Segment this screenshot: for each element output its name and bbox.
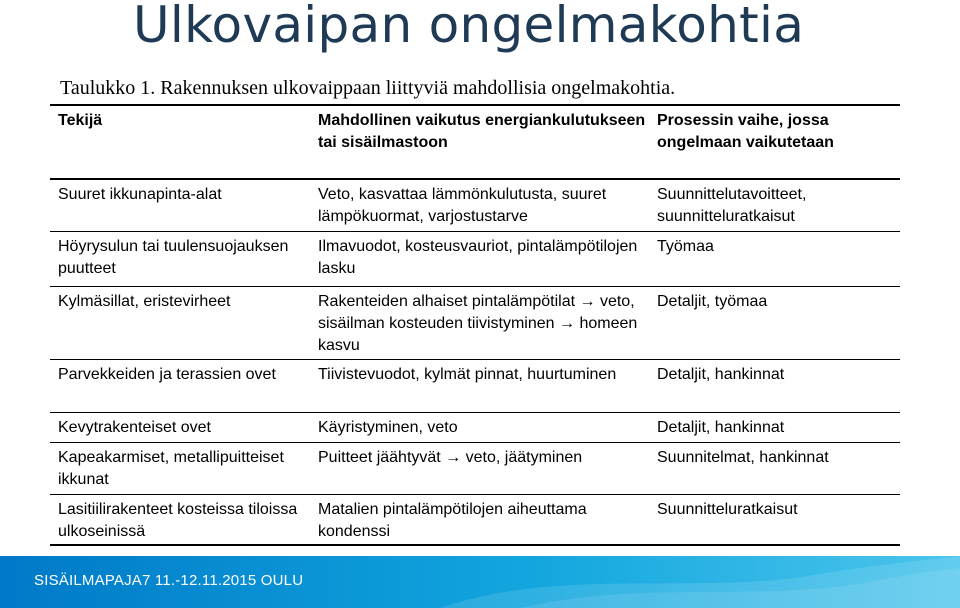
header-cell-impact: Mahdollinen vaikutus energiankulutukseen tai sisäilmastoon bbox=[318, 112, 646, 151]
table-cell: Suunnitelmat, hankinnat bbox=[657, 449, 829, 466]
table-row bbox=[50, 413, 900, 443]
table-row bbox=[50, 443, 900, 495]
footer-bar bbox=[0, 556, 960, 608]
table-cell: Suunnittelutavoitteet, suunnitteluratkaisut bbox=[657, 186, 807, 225]
table-row bbox=[50, 360, 900, 413]
table-cell: Kapeakarmiset, metallipuitteiset ikkunat bbox=[58, 449, 284, 488]
table-cell: Detaljit, työmaa bbox=[657, 293, 768, 310]
table-row bbox=[50, 287, 900, 360]
table-row bbox=[50, 495, 900, 546]
table-cell: Matalien pintalämpötilojen aiheuttama kondenssi bbox=[318, 501, 587, 540]
table-cell: Kevytrakenteiset ovet bbox=[58, 419, 211, 436]
table-cell: Ilmavuodot, kosteusvauriot, pintalämpötilojen lasku bbox=[318, 238, 638, 277]
table-cell: Käyristyminen, veto bbox=[318, 419, 458, 436]
table-cell: Suunnitteluratkaisut bbox=[657, 501, 798, 518]
table-cell: Tiivistevuodot, kylmät pinnat, huurtuminen bbox=[318, 366, 617, 383]
header-cell-phase: Prosessin vaihe, jossa ongelmaan vaikutetaan bbox=[657, 112, 834, 151]
table-cell: Parvekkeiden ja terassien ovet bbox=[58, 366, 276, 383]
table-cell: Detaljit, hankinnat bbox=[657, 366, 785, 383]
table-cell: Lasitiilirakenteet kosteissa tiloissa ulkoseinissä bbox=[58, 501, 298, 540]
table-caption: Taulukko 1. Rakennuksen ulkovaippaan liittyviä mahdollisia ongelmakohtia. bbox=[60, 77, 676, 99]
table-cell: Höyrysulun tai tuulensuojauksen puutteet bbox=[58, 238, 289, 277]
table-cell: Työmaa bbox=[657, 238, 714, 255]
table-header-row bbox=[50, 104, 900, 180]
footer-event-text: SISÄILMAPAJA7 11.-12.11.2015 OULU bbox=[34, 572, 304, 589]
table-cell: Rakenteiden alhaiset pintalämpötilat → veto, sisäilman kosteuden tiivistyminen → homeen kasvu bbox=[318, 293, 638, 354]
table-row bbox=[50, 180, 900, 232]
table-cell: Puitteet jäähtyvät → veto, jäätyminen bbox=[318, 449, 583, 466]
footer-wave-decoration bbox=[440, 556, 960, 608]
page-title: Ulkovaipan ongelmakohtia bbox=[133, 0, 805, 54]
table-cell: Detaljit, hankinnat bbox=[657, 419, 785, 436]
problem-table bbox=[50, 104, 900, 546]
header-cell-factor: Tekijä bbox=[58, 112, 103, 129]
table-cell: Veto, kasvattaa lämmönkulutusta, suuret lämpökuormat, varjostustarve bbox=[318, 186, 607, 225]
table-row bbox=[50, 232, 900, 287]
table-cell: Suuret ikkunapinta-alat bbox=[58, 186, 222, 203]
table-cell: Kylmäsillat, eristevirheet bbox=[58, 293, 231, 310]
